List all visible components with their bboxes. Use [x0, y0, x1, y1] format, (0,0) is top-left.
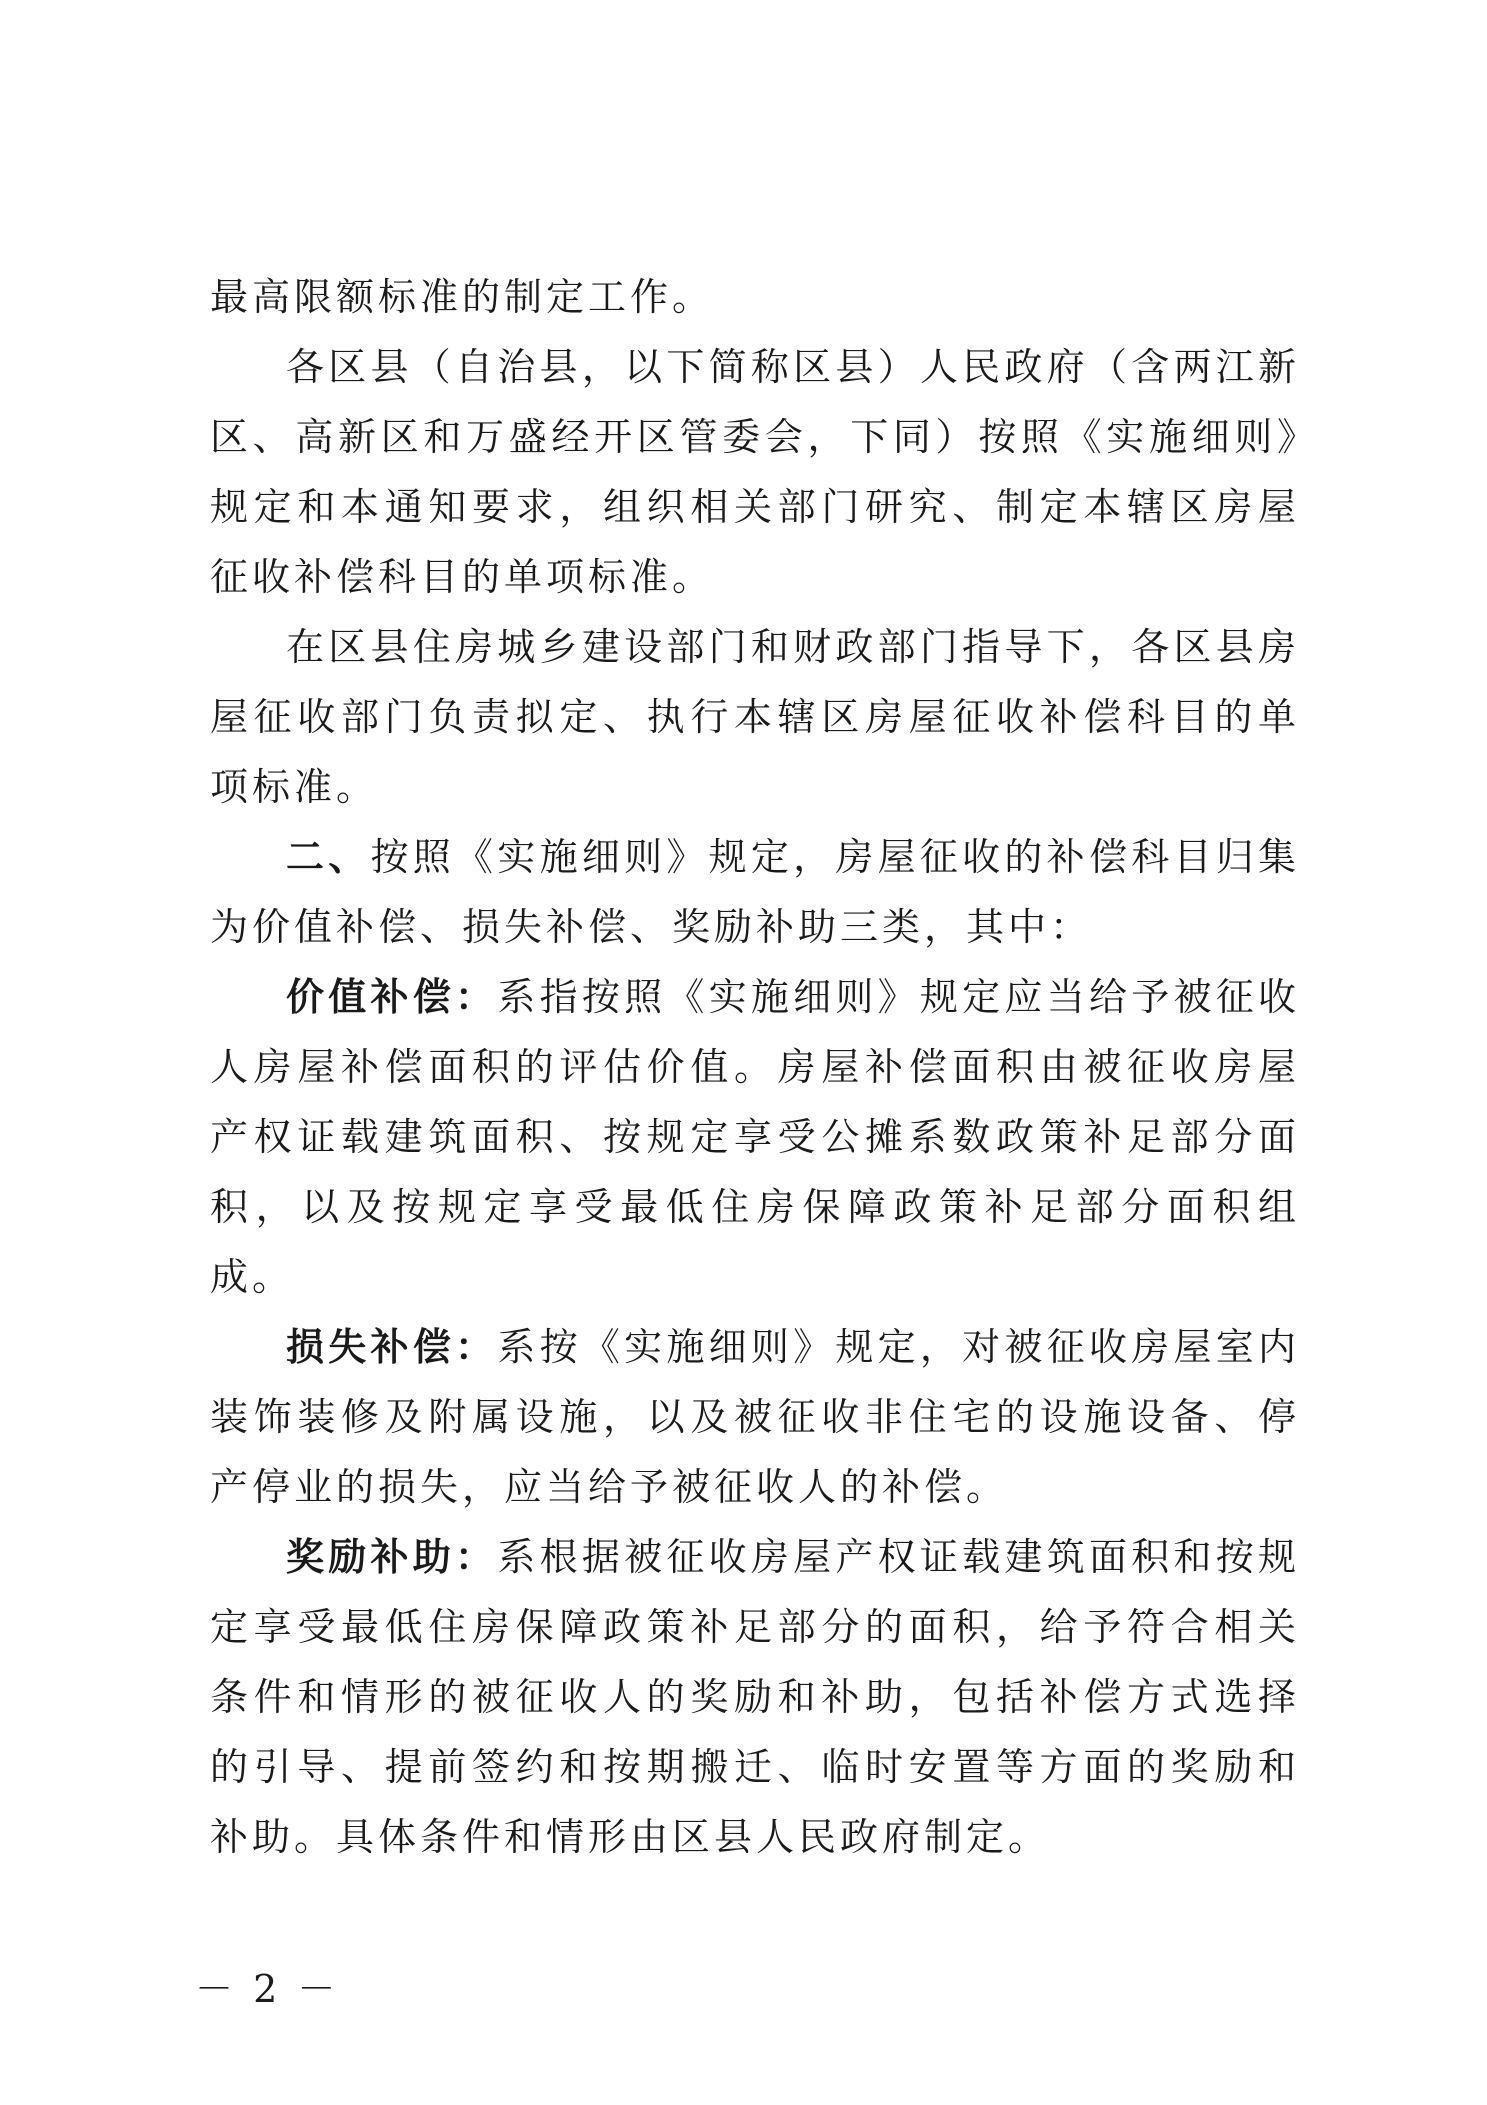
paragraph-text: 系按《实施细则》规定，对被征收房屋室内装饰装修及附属设施，以及被征收非住宅的设施设备、停产停业的损失，应当给予被征收人的补偿。 [210, 1325, 1300, 1509]
term-label: 奖励补助： [286, 1535, 498, 1579]
paragraph-district-governments [210, 332, 1300, 612]
paragraph-text: 系指按照《实施细则》规定应当给予被征收人房屋补偿面积的评估价值。房屋补偿面积由被征收房屋产权证载建筑面积、按规定享受公摊系数政策补足部分面积，以及按规定享受最低住房保障政策补足部分面积组成。 [210, 975, 1300, 1299]
paragraph-expropriation-departments [210, 612, 1300, 822]
paragraph-text: 在区县住房城乡建设部门和财政部门指导下，各区县房屋征收部门负责拟定、执行本辖区房屋征收补偿科目的单项标准。 [210, 625, 1300, 809]
paragraph-rewards-subsidies [210, 1522, 1300, 1872]
page-number: － 2 － [195, 1967, 340, 2011]
document-body [210, 262, 1300, 1872]
term-label: 价值补偿： [286, 975, 498, 1019]
paragraph-text: 系根据被征收房屋产权证载建筑面积和按规定享受最低住房保障政策补足部分的面积，给予符合相关条件和情形的被征收人的奖励和补助，包括补偿方式选择的引导、提前签约和按期搬迁、临时安置等方面的奖励和补助。具体条件和情形由区县人民政府制定。 [210, 1535, 1300, 1859]
paragraph-value-compensation [210, 962, 1300, 1312]
term-label: 损失补偿： [286, 1325, 498, 1369]
section-number: 二、 [286, 835, 371, 879]
paragraph-loss-compensation [210, 1312, 1300, 1522]
paragraph-section-two [210, 822, 1300, 962]
paragraph-continuation [210, 262, 1300, 332]
paragraph-text: 最高限额标准的制定工作。 [210, 275, 715, 319]
paragraph-text: 按照《实施细则》规定，房屋征收的补偿科目归集为价值补偿、损失补偿、奖励补助三类，其中： [210, 835, 1300, 949]
paragraph-text: 各区县（自治县，以下简称区县）人民政府（含两江新区、高新区和万盛经开区管委会，下同）按照《实施细则》规定和本通知要求，组织相关部门研究、制定本辖区房屋征收补偿科目的单项标准。 [210, 345, 1300, 599]
